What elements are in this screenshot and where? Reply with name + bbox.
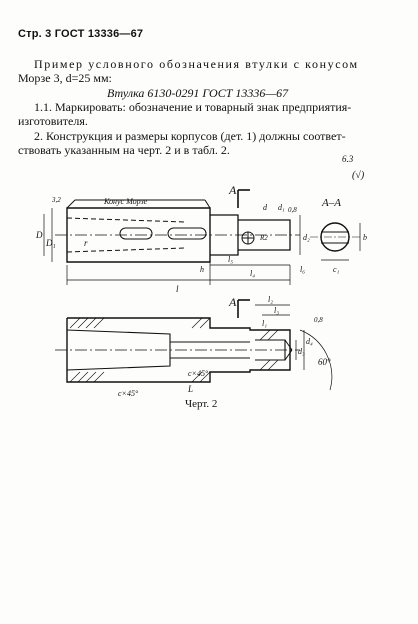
chamfer-right: c×45° <box>188 369 209 378</box>
figure-caption: Черт. 2 <box>185 398 218 410</box>
dim-c: c₁ <box>333 265 340 274</box>
paragraph-marking-cont: изготовителя. <box>18 114 88 128</box>
dim-l3: l₃ <box>274 306 280 315</box>
dim-h: h <box>200 265 204 274</box>
section-mark-bottom: А <box>229 295 237 309</box>
paragraph-construction-cont: ствовать указанным на черт. 2 и в табл. 2. <box>18 143 230 157</box>
angle-60: 60° <box>318 357 331 367</box>
dim-R2: R2 <box>260 234 268 242</box>
roughness-general-value: 6.3 <box>342 154 354 164</box>
dim-b: b <box>363 233 367 242</box>
paragraph-marking: 1.1. Маркировать: обозначение и товарный знак предприятия- <box>34 100 352 114</box>
page-header: Стр. 3 ГОСТ 13336—67 <box>18 28 144 40</box>
paragraph-construction: 2. Конструкция и размеры корпусов (дет. 1) должны соответ- <box>34 129 346 143</box>
dim-l1: l₁ <box>262 319 268 328</box>
dim-L: L <box>188 384 194 394</box>
paragraph-example-morse: Морзе 3, d=25 мм: <box>18 71 112 85</box>
section-a-a <box>310 223 360 260</box>
designation-example: Втулка 6130-0291 ГОСТ 13336—67 <box>107 86 289 100</box>
dim-l6: l₆ <box>300 265 306 274</box>
morse-taper-label: Конус Морзе <box>104 197 148 206</box>
roughness-06-label: 0,8 <box>314 316 323 324</box>
top-view-dimensions <box>44 190 300 318</box>
section-mark-top: А <box>229 183 237 197</box>
dim-r: r <box>84 238 88 248</box>
paragraph-example-intro: Пример условного обозначения втулки с конусом <box>34 57 359 71</box>
chamfer-left: c×45° <box>118 389 139 398</box>
dim-D: D <box>36 230 43 240</box>
roughness-32-label: 3,2 <box>52 196 61 204</box>
roughness-general-suffix: (√) <box>352 170 365 181</box>
dim-l4: l₄ <box>250 269 256 278</box>
roughness-08-label: 0,8 <box>288 206 297 214</box>
dim-l5: l₅ <box>228 255 234 264</box>
dim-D1: D₁ <box>46 238 56 248</box>
dim-d3: d₃ <box>298 347 305 356</box>
dim-d1: d₁ <box>278 203 285 212</box>
section-view-title: А–А <box>322 197 341 209</box>
dim-l2: l₂ <box>268 295 274 304</box>
dim-d2: d₂ <box>303 233 310 242</box>
dim-l: l <box>176 284 179 294</box>
dim-d4: d₄ <box>306 337 313 346</box>
dim-d: d <box>263 203 267 212</box>
